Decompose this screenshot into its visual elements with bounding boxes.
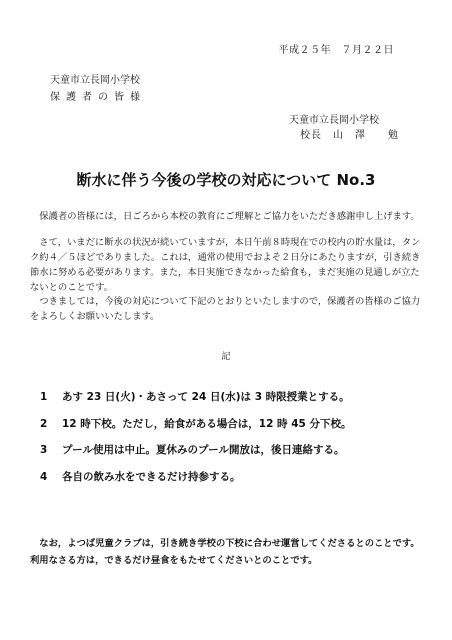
paragraph-status: さて，いまだに断水の状況が続いていますが，本日午前８時現在での校内の貯水量は，タンク約４／５ほどでありました。これは，通常の使用でおよそ２日分にあたりますが，引き続き節水に努める必要があります。また，本日実施できなかった給食も，まだ実施の見通しが立たないとのことです。 (30, 237, 421, 293)
document-title: 断水に伴う今後の学校の対応について No.3 (76, 171, 376, 189)
sender-school: 天童市立長岡小学校 (289, 115, 379, 126)
item-text: 12 時下校。ただし，給食がある場合は，12 時 45 分下校。 (62, 417, 352, 430)
list-item (40, 417, 440, 444)
paragraph-greeting: 保護者の皆様には，日ごろから本校の教育にご理解とご協力をいただき感謝申し上げます。 (30, 211, 420, 222)
list-item (40, 390, 440, 417)
item-number: 1 (40, 391, 48, 403)
item-number: 2 (40, 417, 48, 430)
item-text: プール使用は中止。夏休みのプール開放は，後日連絡する。 (62, 444, 345, 456)
item-number: 3 (40, 444, 48, 456)
ki-heading: 記 (221, 352, 231, 362)
item-text: あす 23 日(火)・あさって 24 日(水)は 3 時限授業とする。 (62, 391, 350, 403)
list-item (40, 443, 440, 470)
item-list (40, 390, 440, 496)
item-number: 4 (40, 470, 48, 483)
recipient-guardians: 保護者の皆様 (50, 92, 146, 103)
list-item (40, 470, 440, 497)
closing-note: なお，よつば児童クラブは，引き続き学校の下校に合わせ運営してくださるとのことです。利用なさる方は，できるだけ昼食をもたせてくださいとのことです。 (30, 538, 420, 566)
sender-principal: 校長 山 澤 勉 (300, 130, 399, 141)
issue-date: 平成２５年 ７月２２日 (278, 45, 394, 56)
paragraph-request: つきましては，今後の対応について下記のとおりといたしますので，保護者の皆様のご協力をよろしくお願いいたします。 (30, 296, 421, 322)
item-text: 各自の飲み水をできるだけ持参する。 (62, 470, 241, 483)
recipient-school: 天童市立長岡小学校 (50, 75, 140, 86)
